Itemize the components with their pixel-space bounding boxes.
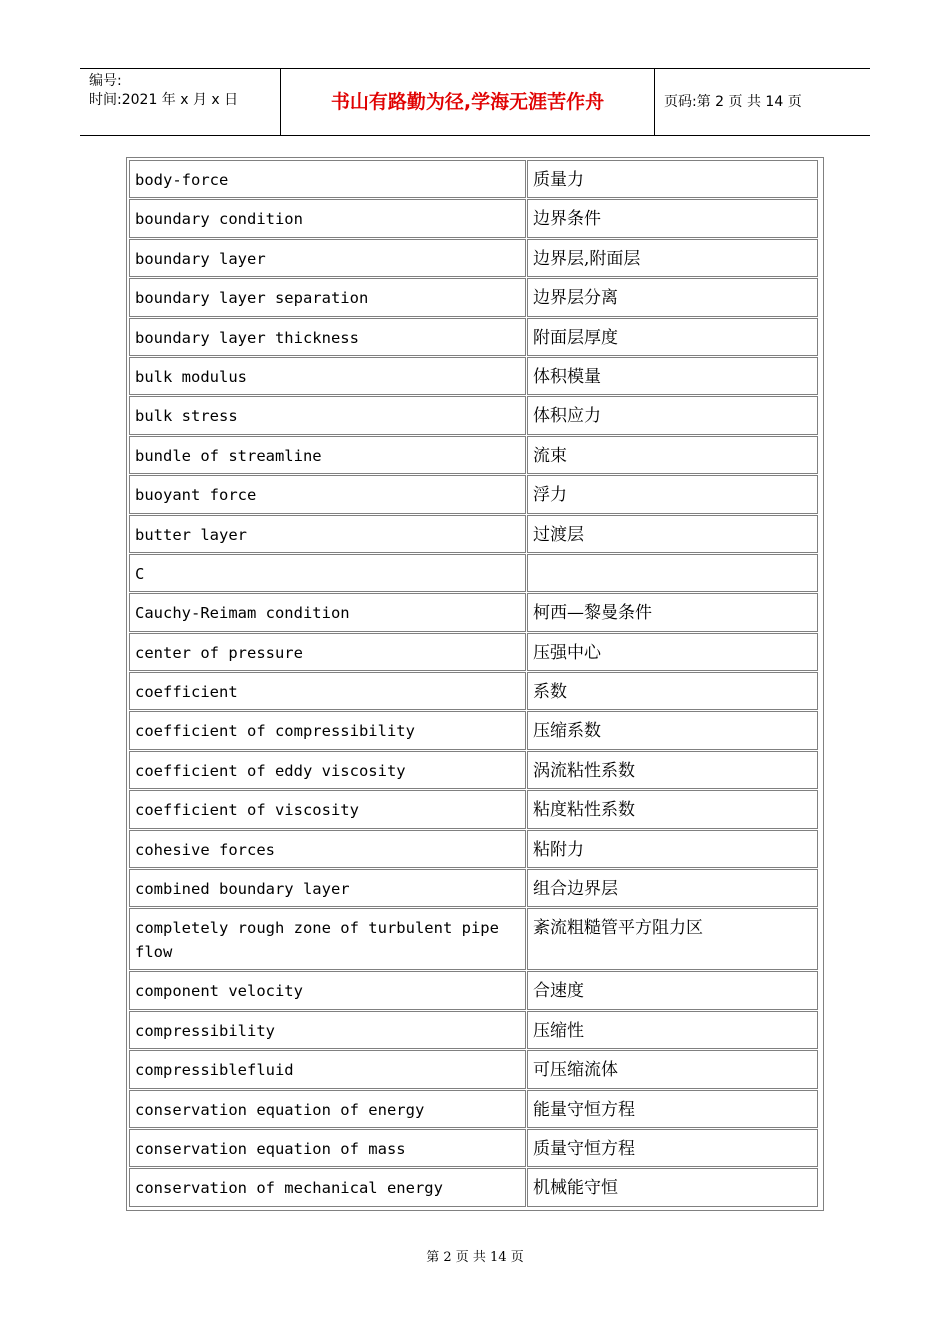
term-english: boundary layer thickness	[129, 318, 526, 356]
table-row	[129, 790, 821, 829]
term-english: coefficient of viscosity	[129, 790, 526, 828]
page-header	[80, 68, 870, 136]
term-chinese: 粘附力	[527, 830, 818, 868]
term-chinese: 压缩系数	[527, 711, 818, 749]
term-english: C	[129, 554, 526, 592]
term-chinese: 合速度	[527, 971, 818, 1009]
header-meta	[80, 69, 281, 135]
term-chinese: 系数	[527, 672, 818, 710]
term-chinese: 附面层厚度	[527, 318, 818, 356]
table-row	[129, 1050, 821, 1089]
term-english: conservation equation of mass	[129, 1129, 526, 1167]
date-label: 时间:2021 年 x 月 x 日	[89, 92, 239, 108]
term-english: conservation of mechanical energy	[129, 1168, 526, 1206]
table-row	[129, 318, 821, 357]
table-row	[129, 357, 821, 396]
table-row	[129, 554, 821, 593]
term-chinese: 边界层分离	[527, 278, 818, 316]
term-chinese: 过渡层	[527, 515, 818, 553]
term-chinese: 边界条件	[527, 199, 818, 237]
header-motto: 书山有路勤为径,学海无涯苦作舟	[281, 69, 655, 135]
table-row	[129, 436, 821, 475]
term-chinese: 粘度粘性系数	[527, 790, 818, 828]
table-row	[129, 239, 821, 278]
term-english: center of pressure	[129, 633, 526, 671]
table-row	[129, 869, 821, 908]
table-row	[129, 672, 821, 711]
table-row	[129, 1129, 821, 1168]
table-row	[129, 199, 821, 238]
table-row	[129, 1168, 821, 1207]
term-english: conservation equation of energy	[129, 1090, 526, 1128]
term-english: coefficient of compressibility	[129, 711, 526, 749]
number-label: 编号:	[89, 73, 122, 89]
term-chinese: 边界层,附面层	[527, 239, 818, 277]
term-english: boundary layer separation	[129, 278, 526, 316]
table-row	[129, 1011, 821, 1050]
term-chinese: 柯西—黎曼条件	[527, 593, 818, 631]
table-row	[129, 593, 821, 632]
table-row	[129, 633, 821, 672]
term-english: compressibility	[129, 1011, 526, 1049]
term-chinese: 可压缩流体	[527, 1050, 818, 1088]
term-chinese: 浮力	[527, 475, 818, 513]
term-chinese: 质量守恒方程	[527, 1129, 818, 1167]
term-english: Cauchy-Reimam condition	[129, 593, 526, 631]
table-row	[129, 515, 821, 554]
term-english: completely rough zone of turbulent pipe flow	[129, 908, 526, 970]
table-row	[129, 751, 821, 790]
term-chinese: 组合边界层	[527, 869, 818, 907]
table-row	[129, 278, 821, 317]
table-row	[129, 908, 821, 971]
term-chinese: 体积应力	[527, 396, 818, 434]
term-english: cohesive forces	[129, 830, 526, 868]
table-row	[129, 1090, 821, 1129]
term-english: butter layer	[129, 515, 526, 553]
term-english: buoyant force	[129, 475, 526, 513]
term-chinese: 体积模量	[527, 357, 818, 395]
term-english: bulk stress	[129, 396, 526, 434]
term-english: coefficient of eddy viscosity	[129, 751, 526, 789]
header-page-info: 页码:第 2 页 共 14 页	[664, 94, 802, 110]
term-chinese: 压强中心	[527, 633, 818, 671]
term-english: boundary layer	[129, 239, 526, 277]
table-row	[129, 160, 821, 199]
term-chinese: 涡流粘性系数	[527, 751, 818, 789]
term-english: bulk modulus	[129, 357, 526, 395]
term-english: bundle of streamline	[129, 436, 526, 474]
term-chinese	[527, 554, 818, 592]
table-row	[129, 711, 821, 750]
term-chinese: 机械能守恒	[527, 1168, 818, 1206]
term-english: combined boundary layer	[129, 869, 526, 907]
term-chinese: 质量力	[527, 160, 818, 198]
term-chinese: 能量守恒方程	[527, 1090, 818, 1128]
glossary-table	[126, 157, 824, 1211]
table-row	[129, 830, 821, 869]
page-footer: 第 2 页 共 14 页	[426, 1250, 524, 1265]
term-english: component velocity	[129, 971, 526, 1009]
term-english: boundary condition	[129, 199, 526, 237]
term-english: body-force	[129, 160, 526, 198]
table-row	[129, 396, 821, 435]
term-chinese: 紊流粗糙管平方阻力区	[527, 908, 818, 970]
term-chinese: 压缩性	[527, 1011, 818, 1049]
table-row	[129, 971, 821, 1010]
term-chinese: 流束	[527, 436, 818, 474]
term-english: compressiblefluid	[129, 1050, 526, 1088]
table-row	[129, 475, 821, 514]
term-english: coefficient	[129, 672, 526, 710]
